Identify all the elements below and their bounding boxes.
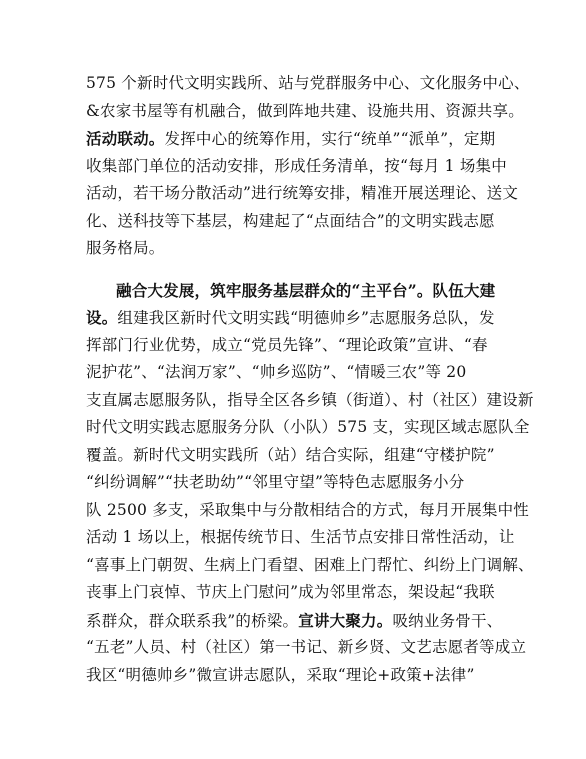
bold-text-run: 宣讲大聚力。 — [298, 610, 393, 630]
bold-text-run: 融合大发展，筑牢服务基层群众的“主平台”。队伍大建 — [116, 280, 496, 300]
text-line — [86, 235, 526, 263]
text-run: 活动 1 场以上，根据传统节日、生活节点安排日常性活动，让 — [86, 528, 515, 546]
text-run: 挥部门行业优势，成立“党员先锋”、“理论政策”宣讲、“春 — [86, 335, 488, 354]
text-line — [86, 98, 526, 126]
text-line — [86, 662, 526, 690]
text-run: 系群众，群众联系我”的桥梁。 — [86, 611, 299, 630]
text-run: 化、送科技等下基层，构建起了“点面结合”的文明实践志愿 — [86, 211, 495, 230]
text-line — [86, 153, 526, 181]
text-run: 队 2500 多支，采取集中与分散相结合的方式，每月开展集中性 — [86, 500, 530, 519]
text-line — [86, 524, 526, 552]
text-line — [86, 180, 526, 208]
text-run: 收集部门单位的活动安排，形成任务清单，按“每月 1 场集中 — [86, 156, 507, 175]
text-run: 活动，若干场分散活动”进行统筹安排，精准开展送理论、送文 — [86, 184, 519, 202]
text-line — [86, 442, 526, 470]
text-line — [86, 387, 534, 415]
text-run: 新时代文明实践所（站）结合实际，组建“守楼护院” — [133, 445, 495, 464]
text-line — [86, 70, 530, 98]
text-run: 吸纳业务骨干、 — [392, 611, 503, 630]
text-line — [86, 634, 526, 662]
text-run: 泥护花”、“法润万家”、“帅乡巡防”、“情暖三农”等 20 — [86, 363, 467, 381]
text-line — [86, 332, 526, 360]
paragraph — [86, 277, 534, 690]
text-line — [86, 607, 526, 635]
text-run: 支直属志愿服务队，指导全区各乡镇（街道）、村（社区）建设新 — [86, 390, 534, 409]
text-run: 575 个新时代文明实践所、站与党群服务中心、文化服务中心、 — [86, 74, 530, 92]
document-body — [86, 70, 534, 689]
text-line — [86, 208, 526, 236]
text-line — [86, 125, 526, 153]
text-line — [86, 414, 530, 442]
text-run: 发挥中心的统筹作用，实行“统单”“派单”，定期 — [164, 130, 496, 148]
text-line — [86, 579, 526, 607]
text-line — [86, 304, 526, 332]
bold-text-run: 活动联动。 — [86, 129, 165, 148]
paragraph — [86, 70, 530, 263]
text-line — [86, 497, 530, 525]
text-run: 组建我区新时代文明实践“明德帅乡”志愿服务总队，发 — [117, 309, 495, 327]
text-run: 覆盖。 — [86, 445, 134, 464]
text-line — [86, 552, 534, 580]
text-line — [86, 359, 526, 387]
text-run: 我区“明德帅乡”微宣讲志愿队，采取“理论+政策+法律” — [86, 665, 475, 684]
text-run: 服务格局。 — [86, 239, 165, 257]
bold-text-run: 设。 — [86, 308, 118, 327]
text-run: “纠纷调解”“扶老助幼”“邻里守望”等特色志愿服务小分 — [86, 473, 465, 491]
paragraph-gap — [86, 263, 526, 277]
text-line — [86, 277, 526, 305]
text-run: 丧事上门哀悼、节庆上门慰问”成为邻里常态，架设起“我联 — [86, 583, 495, 601]
text-line — [86, 469, 526, 497]
text-run: &农家书屋等有机融合，做到阵地共建、设施共用、资源共享。 — [86, 101, 524, 120]
text-run: 时代文明实践志愿服务分队（小队）575 支，实现区域志愿队全 — [86, 418, 530, 436]
text-run: “喜事上门朝贺、生病上门看望、困难上门帮忙、纠纷上门调解、 — [86, 555, 534, 574]
text-run: “五老”人员、村（社区）第一书记、新乡贤、文艺志愿者等成立 — [86, 638, 527, 656]
